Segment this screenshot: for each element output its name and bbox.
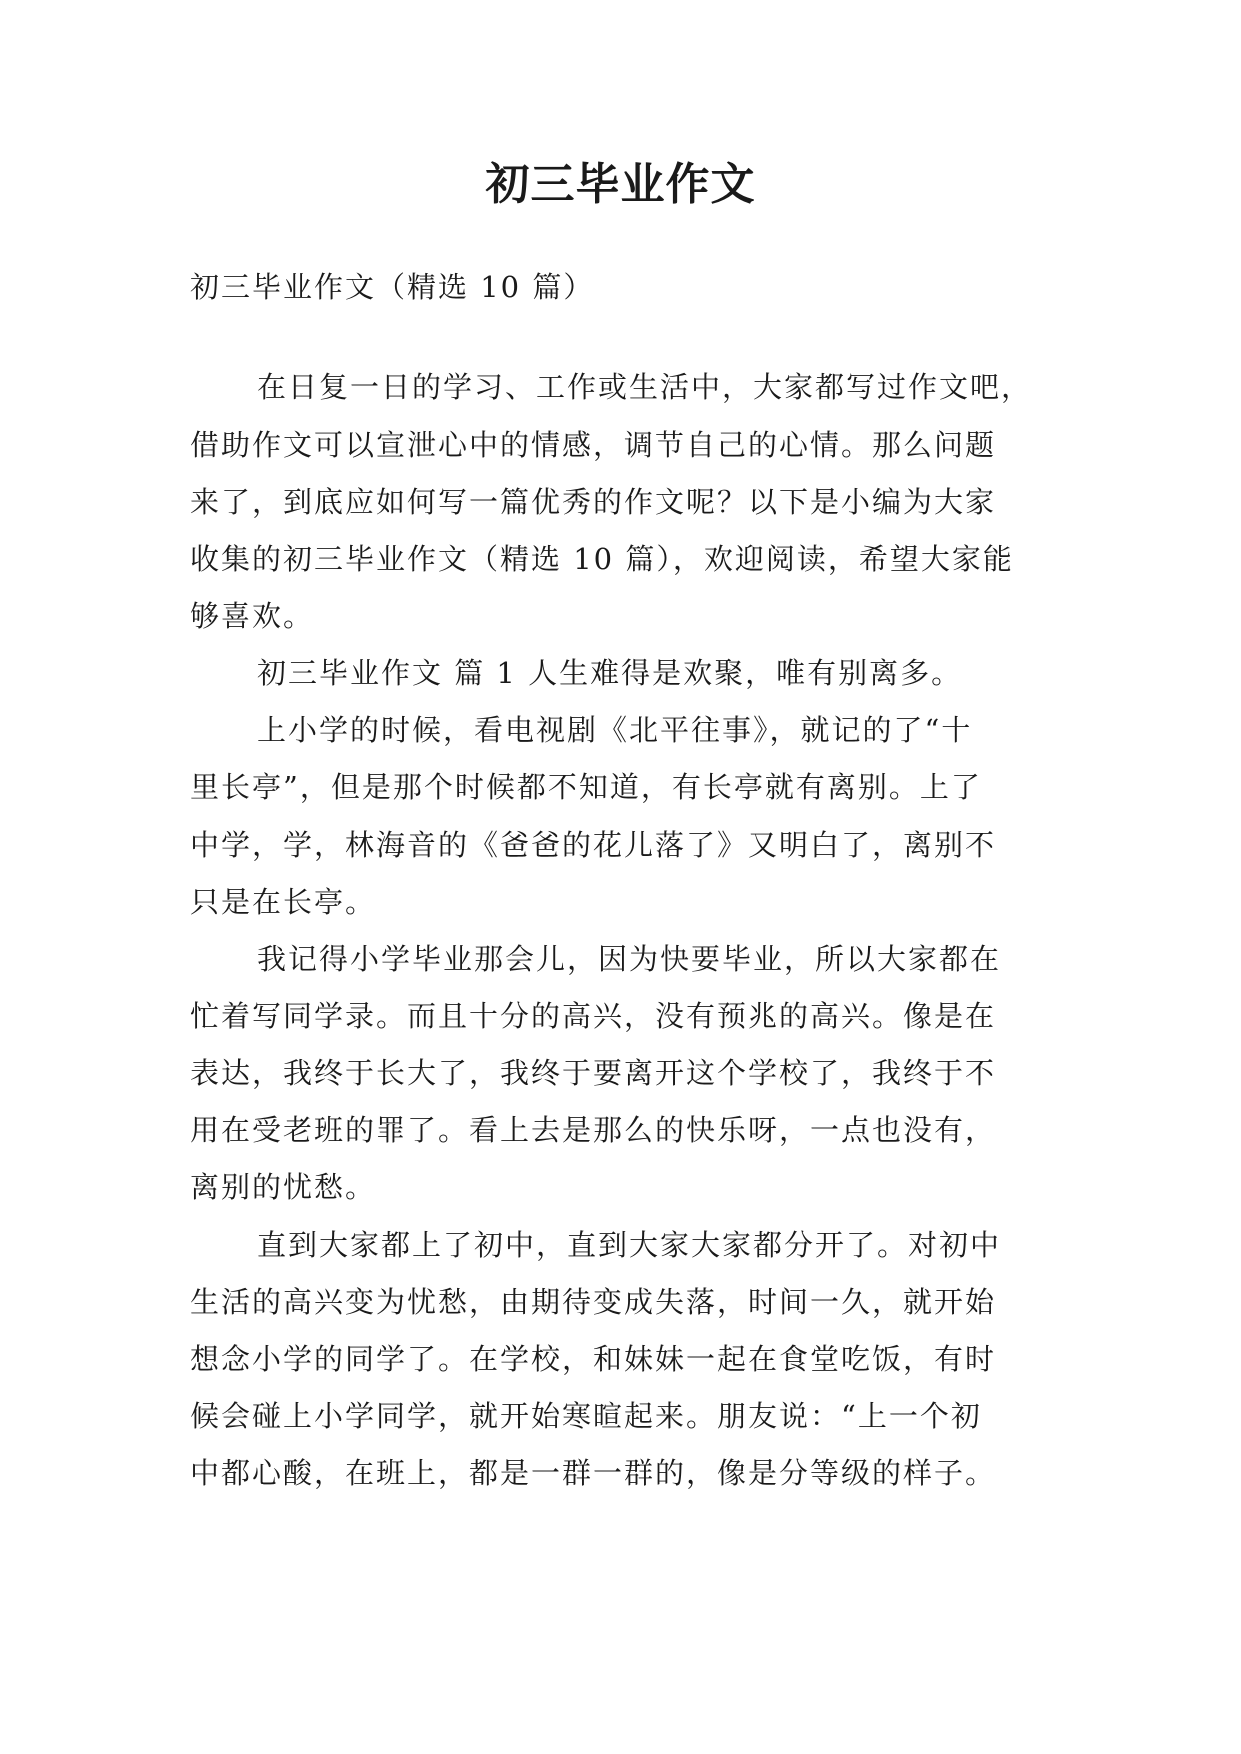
body-line: 来了，到底应如何写一篇优秀的作文呢？以下是小编为大家 [190,485,997,519]
body-line: 想念小学的同学了。在学校，和妹妹一起在食堂吃饭，有时 [190,1342,997,1376]
body-line: 借助作文可以宣泄心中的情感，调节自己的心情。那么问题 [190,428,997,462]
body-line: 忙着写同学录。而且十分的高兴，没有预兆的高兴。像是在 [190,999,997,1033]
body-line: 我记得小学毕业那会儿，因为快要毕业，所以大家都在 [257,942,1002,976]
body-line: 只是在长亭。 [190,885,377,919]
document-title: 初三毕业作文 [485,159,756,210]
body-line: 候会碰上小学同学，就开始寒暄起来。朋友说：“上一个初 [190,1399,982,1433]
section-heading-line: 初三毕业作文 篇 1 人生难得是欢聚，唯有别离多。 [257,656,963,690]
body-line: 用在受老班的罪了。看上去是那么的快乐呀，一点也没有， [190,1113,997,1147]
body-line: 中都心酸，在班上，都是一群一群的，像是分等级的样子。 [190,1456,997,1490]
body-line: 在日复一日的学习、工作或生活中，大家都写过作文吧， [257,370,1033,404]
body-line: 够喜欢。 [190,599,315,633]
body-line: 里长亭”，但是那个时候都不知道，有长亭就有离别。上了 [190,770,982,804]
body-line: 表达，我终于长大了，我终于要离开这个学校了，我终于不 [190,1056,997,1090]
document-subtitle: 初三毕业作文（精选 10 篇） [190,270,595,304]
body-line: 生活的高兴变为忧愁，由期待变成失落，时间一久，就开始 [190,1285,997,1319]
body-line: 离别的忧愁。 [190,1170,377,1204]
body-line: 上小学的时候，看电视剧《北平往事》，就记的了“十 [257,713,973,747]
body-line: 直到大家都上了初中，直到大家大家都分开了。对初中 [257,1228,1002,1262]
body-line: 中学，学，林海音的《爸爸的花儿落了》又明白了，离别不 [190,828,997,862]
body-line: 收集的初三毕业作文（精选 10 篇），欢迎阅读，希望大家能 [190,542,1014,576]
